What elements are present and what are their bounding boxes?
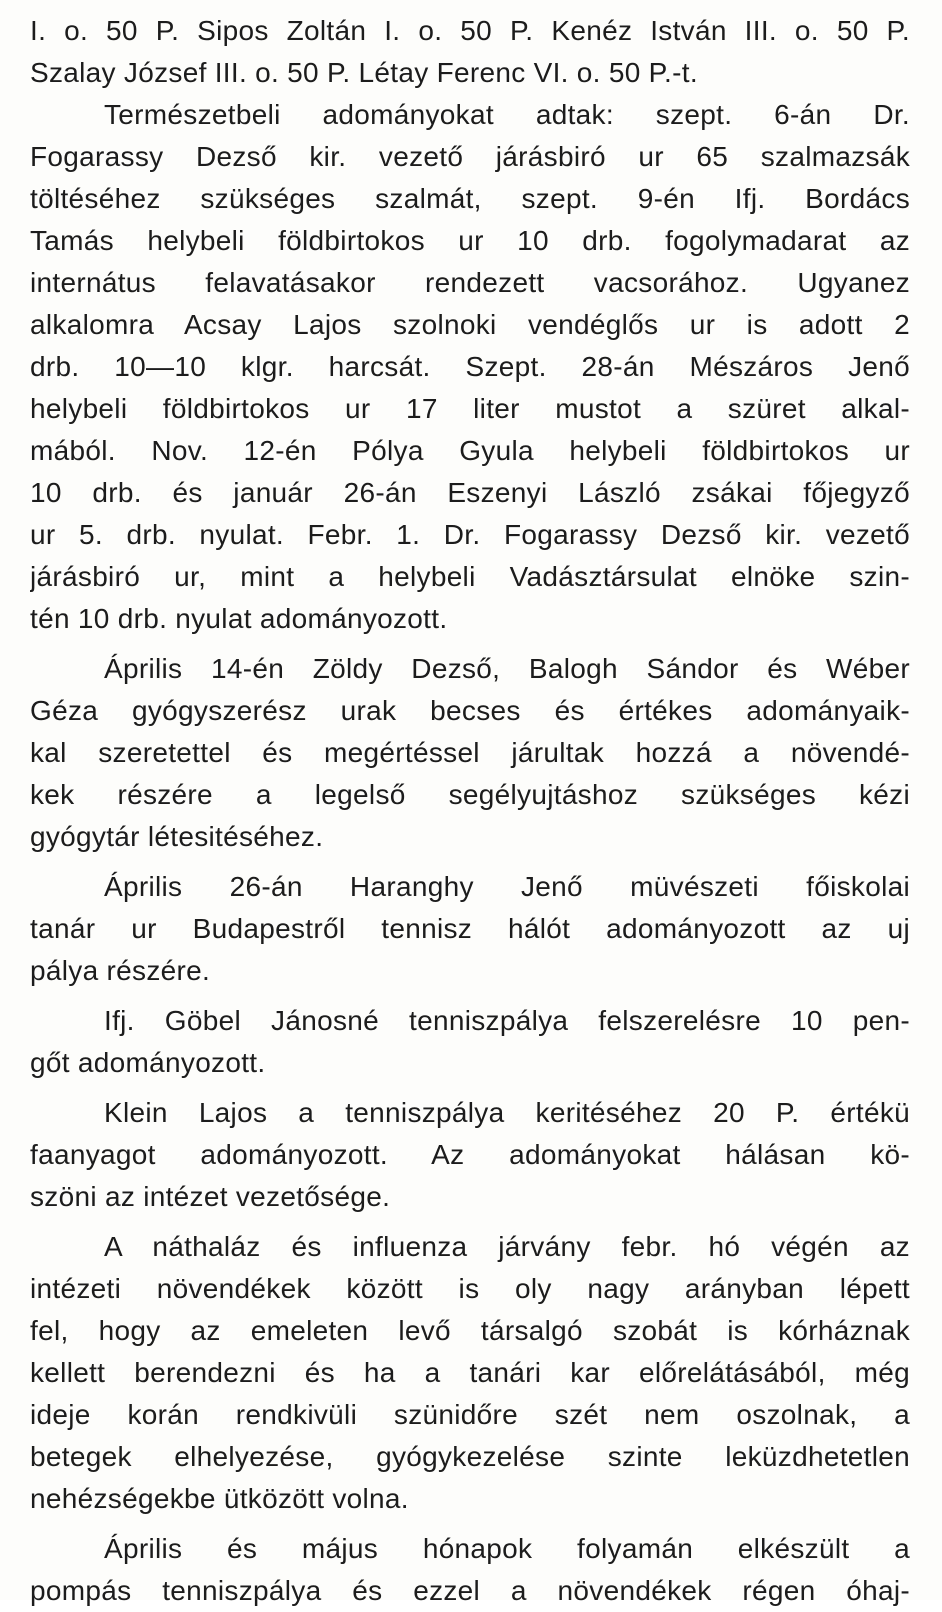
text-line: ur 5. drb. nyulat. Febr. 1. Dr. Fogarassy Dezső kir. vezető	[30, 519, 910, 550]
text-line: Klein Lajos a tenniszpálya keritéséhez 20 P. értékü	[104, 1097, 910, 1128]
paragraph	[30, 94, 910, 640]
paragraph-gap	[30, 1084, 910, 1092]
paragraph-gap	[30, 1218, 910, 1226]
text-line: Szalay József III. o. 50 P. Létay Ferenc VI. o. 50 P.-t.	[30, 57, 698, 88]
text-line: fel, hogy az emeleten levő társalgó szobát is kórháznak	[30, 1315, 910, 1346]
text-line: ideje korán rendkivüli szünidőre szét nem oszolnak, a	[30, 1399, 910, 1430]
paragraph	[30, 1226, 910, 1520]
paragraph-gap	[30, 858, 910, 866]
text-line: Fogarassy Dezső kir. vezető járásbiró ur 65 szalmazsák	[30, 141, 910, 172]
text-line: kal szeretettel és megértéssel járultak hozzá a növendé-	[30, 737, 910, 768]
text-line: kek részére a legelső segélyujtáshoz szükséges kézi	[30, 779, 910, 810]
paragraph	[30, 10, 910, 94]
text-line: szöni az intézet vezetősége.	[30, 1181, 391, 1212]
paragraph	[30, 1000, 910, 1084]
text-line: kellett berendezni és ha a tanári kar előrelátásából, még	[30, 1357, 910, 1388]
text-line: Április és május hónapok folyamán elkészült a	[104, 1533, 910, 1564]
paragraph-gap	[30, 992, 910, 1000]
text-line: 10 drb. és január 26-án Eszenyi László zsákai főjegyző	[30, 477, 910, 508]
text-line: Tamás helybeli földbirtokos ur 10 drb. fogolymadarat az	[30, 225, 910, 256]
body-text	[30, 10, 910, 1612]
text-line: gőt adományozott.	[30, 1047, 266, 1078]
text-line: Április 26-án Haranghy Jenő müvészeti főiskolai	[104, 871, 910, 902]
text-line: tanár ur Budapestről tennisz hálót adományozott az uj	[30, 913, 910, 944]
text-line: A náthaláz és influenza járvány febr. hó végén az	[104, 1231, 910, 1262]
text-line: pompás tenniszpálya és ezzel a növendékek régen óhaj-	[30, 1575, 910, 1606]
text-line: faanyagot adományozott. Az adományokat hálásan kö-	[30, 1139, 910, 1170]
paragraph-gap	[30, 1520, 910, 1528]
paragraph	[30, 1092, 910, 1218]
text-line: intézeti növendékek között is oly nagy arányban lépett	[30, 1273, 910, 1304]
paragraph	[30, 866, 910, 992]
text-line: töltéséhez szükséges szalmát, szept. 9-én Ifj. Bordács	[30, 183, 910, 214]
text-line: drb. 10—10 klgr. harcsát. Szept. 28-án Mészáros Jenő	[30, 351, 910, 382]
text-line: gyógytár létesitéséhez.	[30, 821, 324, 852]
text-line: pálya részére.	[30, 955, 211, 986]
text-line: I. o. 50 P. Sipos Zoltán I. o. 50 P. Kenéz István III. o. 50 P.	[30, 15, 910, 46]
text-line: tén 10 drb. nyulat adományozott.	[30, 603, 448, 634]
text-line: Április 14-én Zöldy Dezső, Balogh Sándor és Wéber	[104, 653, 910, 684]
text-line: betegek elhelyezése, gyógykezelése szinte leküzdhetetlen	[30, 1441, 910, 1472]
paragraph	[30, 1528, 910, 1612]
text-line: mából. Nov. 12-én Pólya Gyula helybeli földbirtokos ur	[30, 435, 910, 466]
paragraph-gap	[30, 640, 910, 648]
text-line: alkalomra Acsay Lajos szolnoki vendéglős ur is adott 2	[30, 309, 910, 340]
text-line: Géza gyógyszerész urak becses és értékes adományaik-	[30, 695, 910, 726]
text-line: Természetbeli adományokat adtak: szept. 6-án Dr.	[104, 99, 910, 130]
text-line: Ifj. Göbel Jánosné tenniszpálya felszerelésre 10 pen-	[104, 1005, 910, 1036]
text-line: helybeli földbirtokos ur 17 liter mustot a szüret alkal-	[30, 393, 910, 424]
paragraph	[30, 648, 910, 858]
text-line: internátus felavatásakor rendezett vacsorához. Ugyanez	[30, 267, 910, 298]
text-line: nehézségekbe ütközött volna.	[30, 1483, 409, 1514]
text-line: járásbiró ur, mint a helybeli Vadásztársulat elnöke szin-	[30, 561, 910, 592]
